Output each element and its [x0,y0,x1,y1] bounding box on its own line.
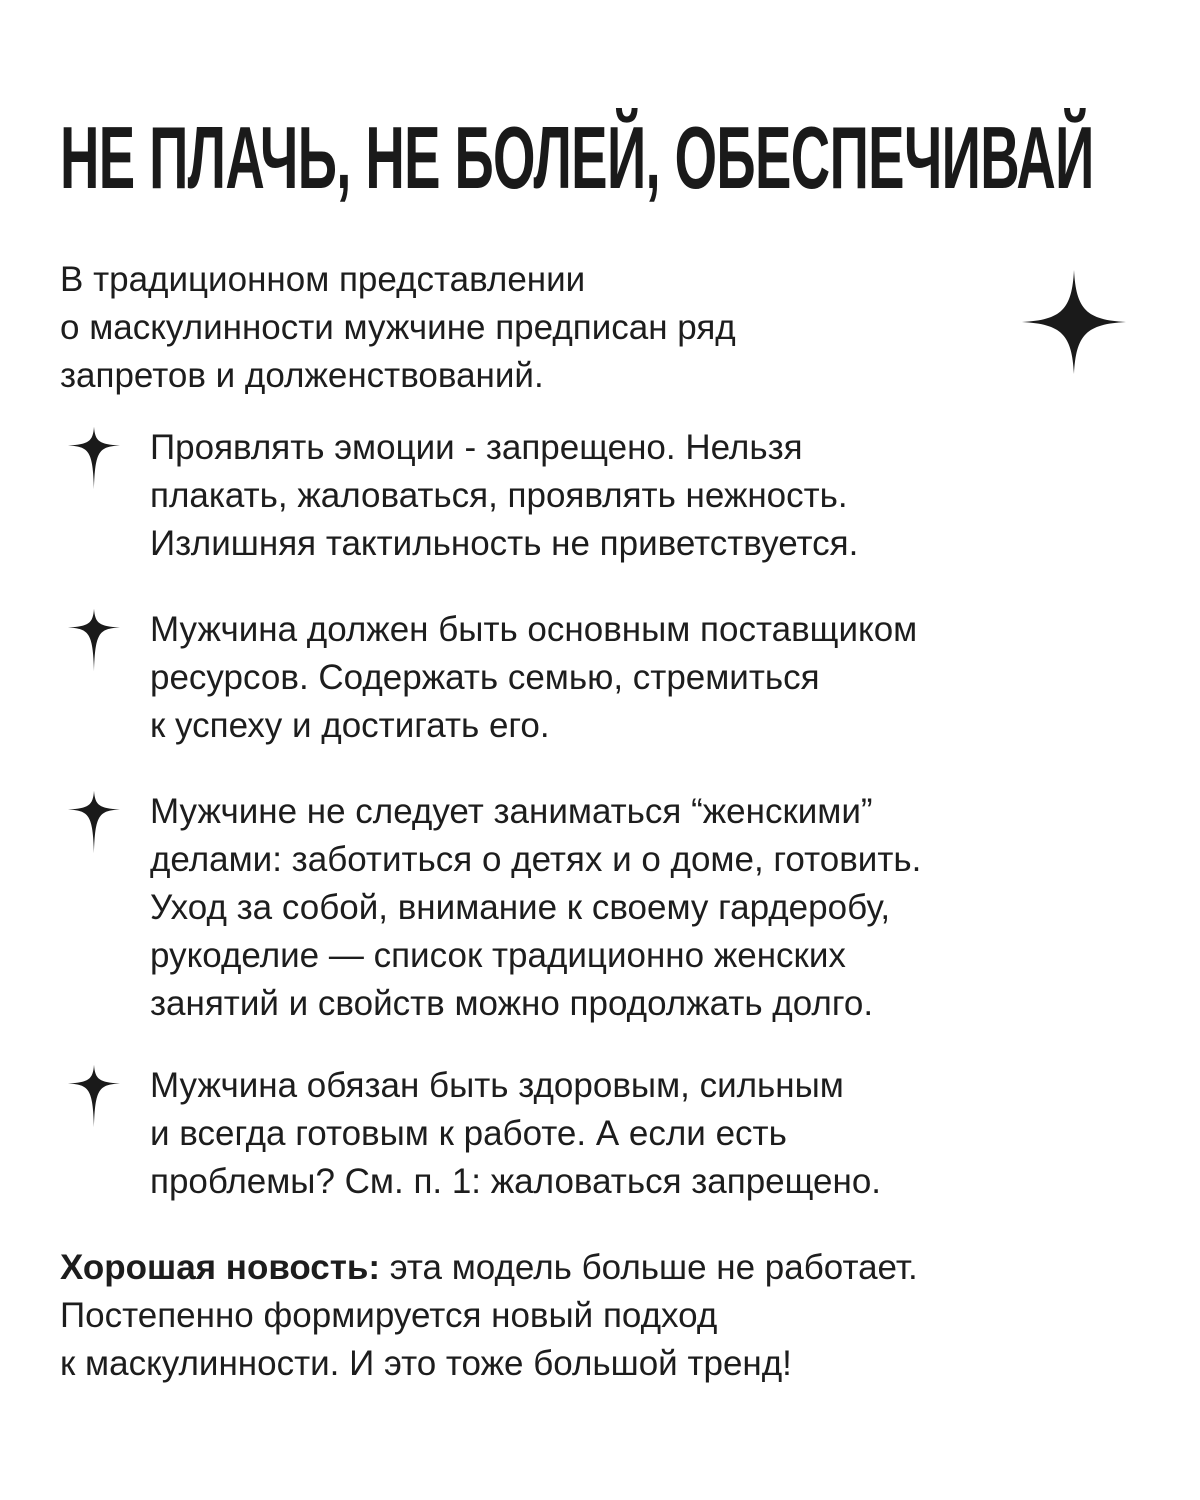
intro-line: запретов и долженствований. [60,356,544,395]
intro-line: В традиционном представлении [60,260,586,299]
item-line: делами: заботиться о детях и о доме, готовить. [150,840,922,879]
item-line: рукоделие — список традиционно женских [150,936,846,975]
intro-paragraph [60,256,960,400]
item-line: плакать, жаловаться, проявлять нежность. [150,476,848,515]
sparkle-star-icon [68,426,120,490]
sparkle-star-icon [68,1064,120,1128]
sparkle-star-icon [68,790,120,854]
sparkle-star-icon [68,608,120,672]
highlight-label: Хорошая новость: [60,1248,381,1287]
conclusion-line: Постепенно формируется новый подход [60,1296,718,1335]
item-line: Проявлять эмоции - запрещено. Нельзя [150,428,803,467]
item-line: ресурсов. Содержать семью, стремиться [150,658,820,697]
item-line: к успеху и достигать его. [150,706,550,745]
item-line: Уход за собой, внимание к своему гардеробу, [150,888,891,927]
sparkle-star-icon [1022,270,1126,374]
conclusion-paragraph [60,1244,1160,1388]
item-line: Излишняя тактильность не приветствуется. [150,524,859,563]
item-line: и всегда готовым к работе. А если есть [150,1114,787,1153]
item-line: Мужчина должен быть основным поставщиком [150,610,918,649]
conclusion-line [60,1244,1160,1292]
item-line: Мужчина обязан быть здоровым, сильным [150,1066,844,1105]
item-line: проблемы? См. п. 1: жаловаться запрещено. [150,1162,882,1201]
item-line: Мужчине не следует заниматься “женскими” [150,792,873,831]
conclusion-line: к маскулинности. И это тоже большой тренд! [60,1344,792,1383]
item-line: занятий и свойств можно продолжать долго. [150,984,874,1023]
intro-line: о маскулинности мужчине предписан ряд [60,308,736,347]
conclusion-text: эта модель больше не работает. [380,1248,918,1287]
page-title: НЕ ПЛАЧЬ, НЕ БОЛЕЙ, ОБЕСПЕЧИВАЙ [60,108,1094,207]
